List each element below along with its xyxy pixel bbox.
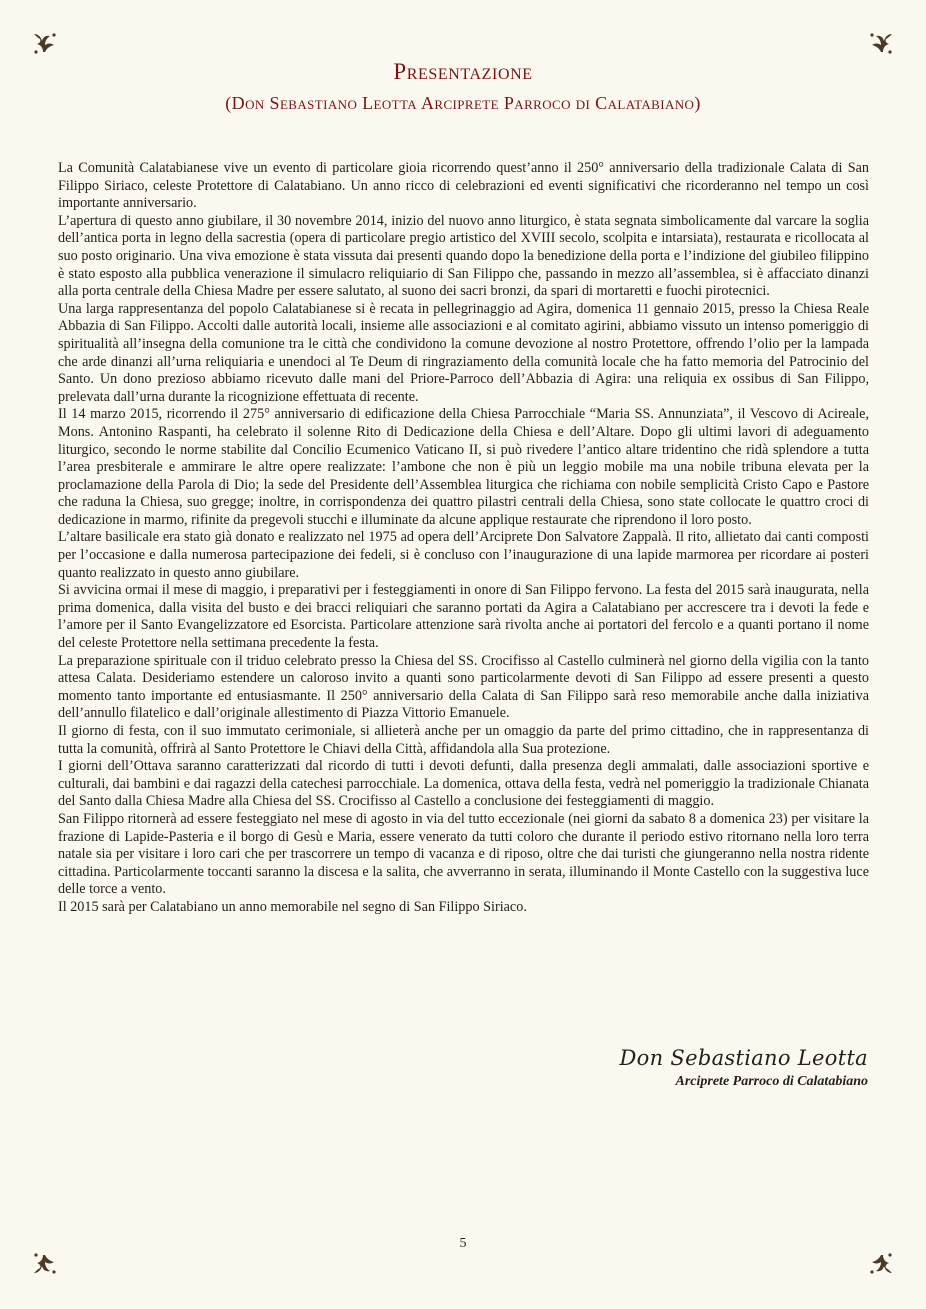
article-body xyxy=(58,160,869,917)
corner-ornament-icon xyxy=(32,30,58,56)
signature-role: Arciprete Parroco di Calatabiano xyxy=(675,1074,868,1089)
paragraph: La preparazione spirituale con il triduo celebrato presso la Chiesa del SS. Crocifisso al Castello culminerà nel giorno della vigilia con la tanto attesa Calata. Desideriamo estendere un caloroso invito a quanti sono particolarmente devoti di San Filippo ad essere presenti a questo momento tanto importante ed entusiasmante. Il 250° anniversario della Calata di San Filippo sarà reso memorabile anche dalla iniziativa dell’annullo filatelico e dall’originale allestimento di Piazza Vittorio Emanuele. xyxy=(58,652,869,722)
corner-ornament-icon xyxy=(868,30,894,56)
paragraph: Il 2015 sarà per Calatabiano un anno memorabile nel segno di San Filippo Siriaco. xyxy=(58,898,527,915)
paragraph: Il giorno di festa, con il suo immutato cerimoniale, si allieterà anche per un omaggio da parte del primo cittadino, che in rappresentanza di tutta la comunità, offrirà al Santo Protettore le Chiavi della Città, affidandola alla Sua protezione. xyxy=(58,723,869,757)
paragraph: La Comunità Calatabianese vive un evento di particolare gioia ricorrendo quest’anno il 250° anniversario della tradizionale Calata di San Filippo Siriaco, celeste Protettore di Calatabiano. Un anno ricco di celebrazioni ed eventi significativi che ricorderanno nel tempo un così importante anniversario. xyxy=(58,160,869,212)
paragraph: Si avvicina ormai il mese di maggio, i preparativi per i festeggiamenti in onore di San Filippo fervono. La festa del 2015 sarà inaugurata, nella prima domenica, dalla visita del busto e dei bracci reliquiari che saranno portati da Agira a Calatabiano per accrescere tra i devoti la fede e l’amore per il Santo Evangelizzatore ed Esorcista. Particolare attenzione sarà rivolta anche ai portatori del fercolo e a quanti portano il nome del celeste Protettore nella settimana precedente la festa. xyxy=(58,582,869,652)
paragraph: Il 14 marzo 2015, ricorrendo il 275° anniversario di edificazione della Chiesa Parrocchiale “Maria SS. Annunziata”, il Vescovo di Acireale, Mons. Antonino Raspanti, ha celebrato il solenne Rito di Dedicazione della Chiesa e dell’Altare. Dopo gli ultimi lavori di adeguamento liturgico, secondo le norme stabilite dal Concilio Ecumenico Vaticano II, si può rivedere l’antico altare tridentino che ridà splendore a tutta l’area presbiterale e ammirare le altre opere realizzate: l’ambone che non è più un leggio mobile ma una nobile tribuna elevata per la proclamazione della Parola di Dio; la sede del Presidente dell’Assemblea liturgica che richiama con nobile semplicità Cristo Capo e Pastore che raduna la Chiesa, suo gregge; inoltre, in corrispondenza dei quattro pilastri centrali della Chiesa, sono state collocate le quattro croci di dedicazione in marmo, rifinite da pregevoli stucchi e illuminate da alcune applique restaurate che riprendono il loro posto. xyxy=(58,406,869,528)
signature-name: Don Sebastiano Leotta xyxy=(619,1046,868,1070)
signature-block xyxy=(620,1044,868,1092)
corner-ornament-icon xyxy=(32,1251,58,1277)
page-number: 5 xyxy=(459,1236,467,1251)
corner-ornament-icon xyxy=(868,1251,894,1277)
paragraph: L’altare basilicale era stato già donato e realizzato nel 1975 ad opera dell’Arciprete Don Salvatore Zappalà. Il rito, allietato dai canti composti per l’occasione e dalla numerosa partecipazione dei fedeli, si è concluso con l’inaugurazione di una lapide marmorea per ricordare ai posteri quanto realizzato in questo anno giubilare. xyxy=(58,529,869,581)
paragraph: San Filippo ritornerà ad essere festeggiato nel mese di agosto in via del tutto eccezionale (nei giorni da sabato 8 a domenica 23) per visitare la frazione di Lapide-Pasteria e il borgo di Gesù e Maria, essere venerato da tutti coloro che durante il periodo estivo ritornano nella loro terra natale sia per visitare i loro cari che per trascorrere un tempo di vacanza e di riposo, oltre che dai turisti che giungeranno nella nostra ridente cittadina. Particolarmente toccanti saranno la discesa e la salita, che avverranno in serata, illuminando il Monte Castello con la suggestiva luce delle torce a vento. xyxy=(58,810,869,898)
page-subtitle: (Don Sebastiano Leotta Arciprete Parroco di Calatabiano) xyxy=(225,93,701,113)
paragraph: I giorni dell’Ottava saranno caratterizzati dal ricordo di tutti i devoti defunti, dalla presenza degli ammalati, dalle associazioni sportive e culturali, dai bambini e dai ragazzi della catechesi parrocchiale. La domenica, ottava della festa, vedrà nel pomeriggio la tradizionale Chianata del Santo dalla Chiesa Madre alla Chiesa del SS. Crocifisso al Castello a conclusione dei festeggiamenti di maggio. xyxy=(58,758,869,810)
paragraph: Una larga rappresentanza del popolo Calatabianese si è recata in pellegrinaggio ad Agira, domenica 11 gennaio 2015, presso la Chiesa Reale Abbazia di San Filippo. Accolti dalle autorità locali, insieme alle associazioni e al comitato agirini, abbiamo vissuto un intenso pomeriggio di spiritualità all’insegna della comunione tra le città che condividono la comune devozione al nostro Protettore, offrendo l’olio per la lampada che arde dinanzi all’urna reliquiaria e unendoci al Te Deum di ringraziamento della comunità locale che ha fatto memoria del Patrocinio del Santo. Un dono prezioso abbiamo ricevuto dalle mani del Priore-Parroco dell’Abbazia di Agira: una reliquia ex ossibus di San Filippo, prelevata dall’urna durante la ricognizione effettuata di recente. xyxy=(58,300,869,405)
paragraph: L’apertura di questo anno giubilare, il 30 novembre 2014, inizio del nuovo anno liturgico, è stata segnata simbolicamente dal varcare la soglia dell’antica porta in legno della sacrestia (opera di particolare pregio artistico del XVIII secolo, scolpita e intarsiata), restaurata e ricollocata al suo posto originario. Una viva emozione è stata vissuta dai presenti quando dopo la benedizione della porta e l’indizione del giubileo filippino è stato esposto alla pubblica venerazione il simulacro reliquiario di San Filippo che, passando in mezzo all’assemblea, si è affacciato dinanzi alla porta centrale della Chiesa Madre per essere salutato, al suono dei sacri bronzi, da spari di mortaretti e fuochi pirotecnici. xyxy=(58,212,869,300)
page-title: Presentazione xyxy=(393,59,533,84)
